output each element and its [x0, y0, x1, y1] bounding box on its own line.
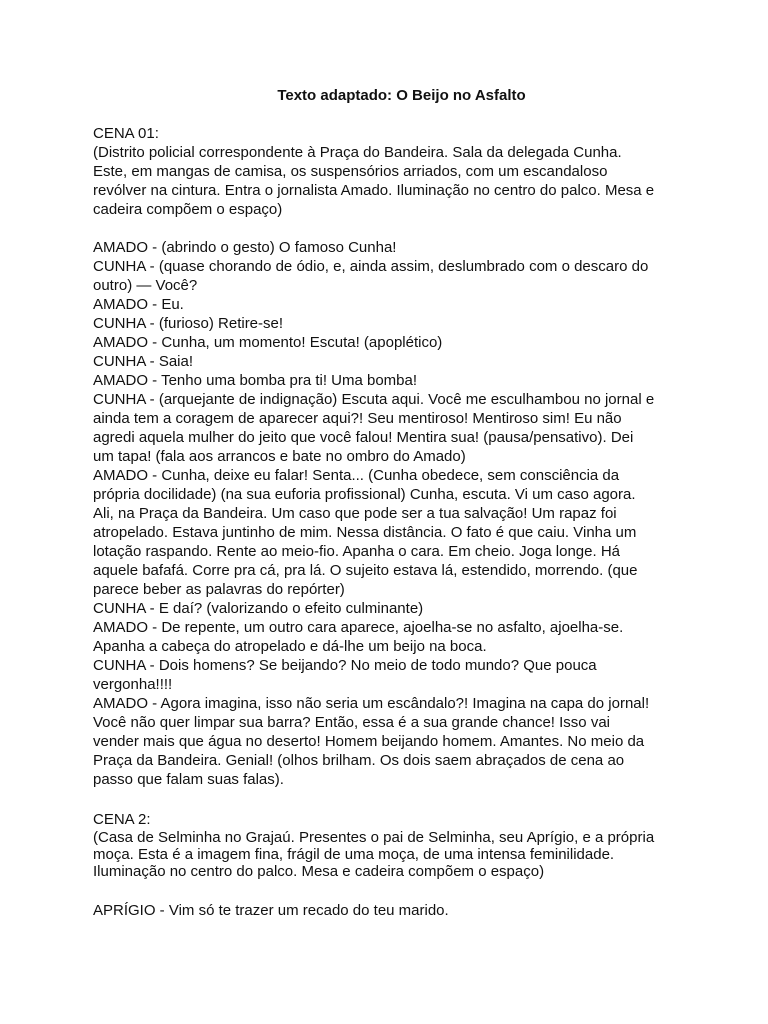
dialogue-line: passo que falam suas falas). — [93, 771, 284, 788]
scene-2-description-line: moça. Esta é a imagem fina, frágil de uma moça, de uma intensa feminilidade. — [93, 846, 615, 863]
dialogue-line: CUNHA - Dois homens? Se beijando? No meio de todo mundo? Que pouca — [93, 657, 597, 674]
scene-1 — [93, 124, 708, 789]
dialogue-line: CUNHA - (quase chorando de ódio, e, ainda assim, deslumbrado com o descaro do — [93, 258, 649, 275]
scene-2-dialogue — [93, 901, 708, 920]
dialogue-line: CUNHA - Saia! — [93, 353, 194, 370]
scene-2-description-line: (Casa de Selminha no Grajaú. Presentes o pai de Selminha, seu Aprígio, e a própria — [93, 829, 655, 846]
dialogue-line: vender mais que água no deserto! Homem beijando homem. Amantes. No meio da — [93, 733, 645, 750]
dialogue-line: Você não quer limpar sua barra? Então, essa é a sua grande chance! Isso vai — [93, 714, 610, 731]
dialogue-line: outro) — Você? — [93, 277, 198, 294]
dialogue-line: agredi aquela mulher do jeito que você falou! Mentira sua! (pausa/pensativo). Dei — [93, 429, 634, 446]
dialogue-line: Praça da Bandeira. Genial! (olhos brilham. Os dois saem abraçados de cena ao — [93, 752, 625, 769]
scene-2 — [93, 810, 708, 920]
scene-1-heading: CENA 01: — [93, 125, 159, 142]
dialogue-line: um tapa! (fala aos arrancos e bate no ombro do Amado) — [93, 448, 466, 465]
dialogue-line: aquele bafafá. Corre pra cá, pra lá. O sujeito estava lá, estendido, morrendo. (que — [93, 562, 638, 579]
dialogue-line: ainda tem a coragem de aparecer aqui?! Seu mentiroso! Mentiroso sim! Eu não — [93, 410, 622, 427]
scene-1-description-line: Este, em mangas de camisa, os suspensórios arriados, com um escandaloso — [93, 163, 608, 180]
scene-1-description-line: cadeira compõem o espaço) — [93, 201, 283, 218]
scene-2-description-line: Iluminação no centro do palco. Mesa e cadeira compõem o espaço) — [93, 863, 545, 880]
dialogue-line: lotação raspando. Rente ao meio-fio. Apanha o cara. Em cheio. Joga longe. Há — [93, 543, 620, 560]
scene-2-description — [93, 829, 708, 880]
dialogue-line: Apanha a cabeça do atropelado e dá-lhe um beijo na boca. — [93, 638, 487, 655]
dialogue-line: CUNHA - (furioso) Retire-se! — [93, 315, 284, 332]
dialogue-line: CUNHA - (arquejante de indignação) Escuta aqui. Você me esculhambou no jornal e — [93, 391, 655, 408]
dialogue-line: AMADO - Cunha, um momento! Escuta! (apoplético) — [93, 334, 443, 351]
dialogue-line: atropelado. Estava juntinho de mim. Nessa distância. O fato é que caiu. Vinha um — [93, 524, 637, 541]
dialogue-line: AMADO - De repente, um outro cara aparece, ajoelha-se no asfalto, ajoelha-se. — [93, 619, 624, 636]
scene-1-description-line: revólver na cintura. Entra o jornalista Amado. Iluminação no centro do palco. Mesa e — [93, 182, 655, 199]
dialogue-line: parece beber as palavras do repórter) — [93, 581, 345, 598]
dialogue-line: Ali, na Praça da Bandeira. Um caso que pode ser a tua salvação! Um rapaz foi — [93, 505, 617, 522]
dialogue-line: própria docilidade) (na sua euforia profissional) Cunha, escuta. Vi um caso agora. — [93, 486, 636, 503]
scene-1-description-line: (Distrito policial correspondente à Praça do Bandeira. Sala da delegada Cunha. — [93, 144, 622, 161]
scene-1-dialogue — [93, 238, 708, 789]
dialogue-line: AMADO - Tenho uma bomba pra ti! Uma bomba! — [93, 372, 418, 389]
scene-2-heading: CENA 2: — [93, 811, 151, 828]
scene-1-description — [93, 143, 708, 219]
dialogue-line: CUNHA - E daí? (valorizando o efeito culminante) — [93, 600, 424, 617]
document-title: Texto adaptado: O Beijo no Asfalto — [277, 87, 526, 104]
dialogue-line: vergonha!!!! — [93, 676, 173, 693]
dialogue-line: AMADO - Eu. — [93, 296, 184, 313]
dialogue-line: APRÍGIO - Vim só te trazer um recado do teu marido. — [93, 902, 449, 919]
dialogue-line: AMADO - (abrindo o gesto) O famoso Cunha! — [93, 239, 397, 256]
dialogue-line: AMADO - Agora imagina, isso não seria um escândalo?! Imagina na capa do jornal! — [93, 695, 650, 712]
dialogue-line: AMADO - Cunha, deixe eu falar! Senta... (Cunha obedece, sem consciência da — [93, 467, 620, 484]
